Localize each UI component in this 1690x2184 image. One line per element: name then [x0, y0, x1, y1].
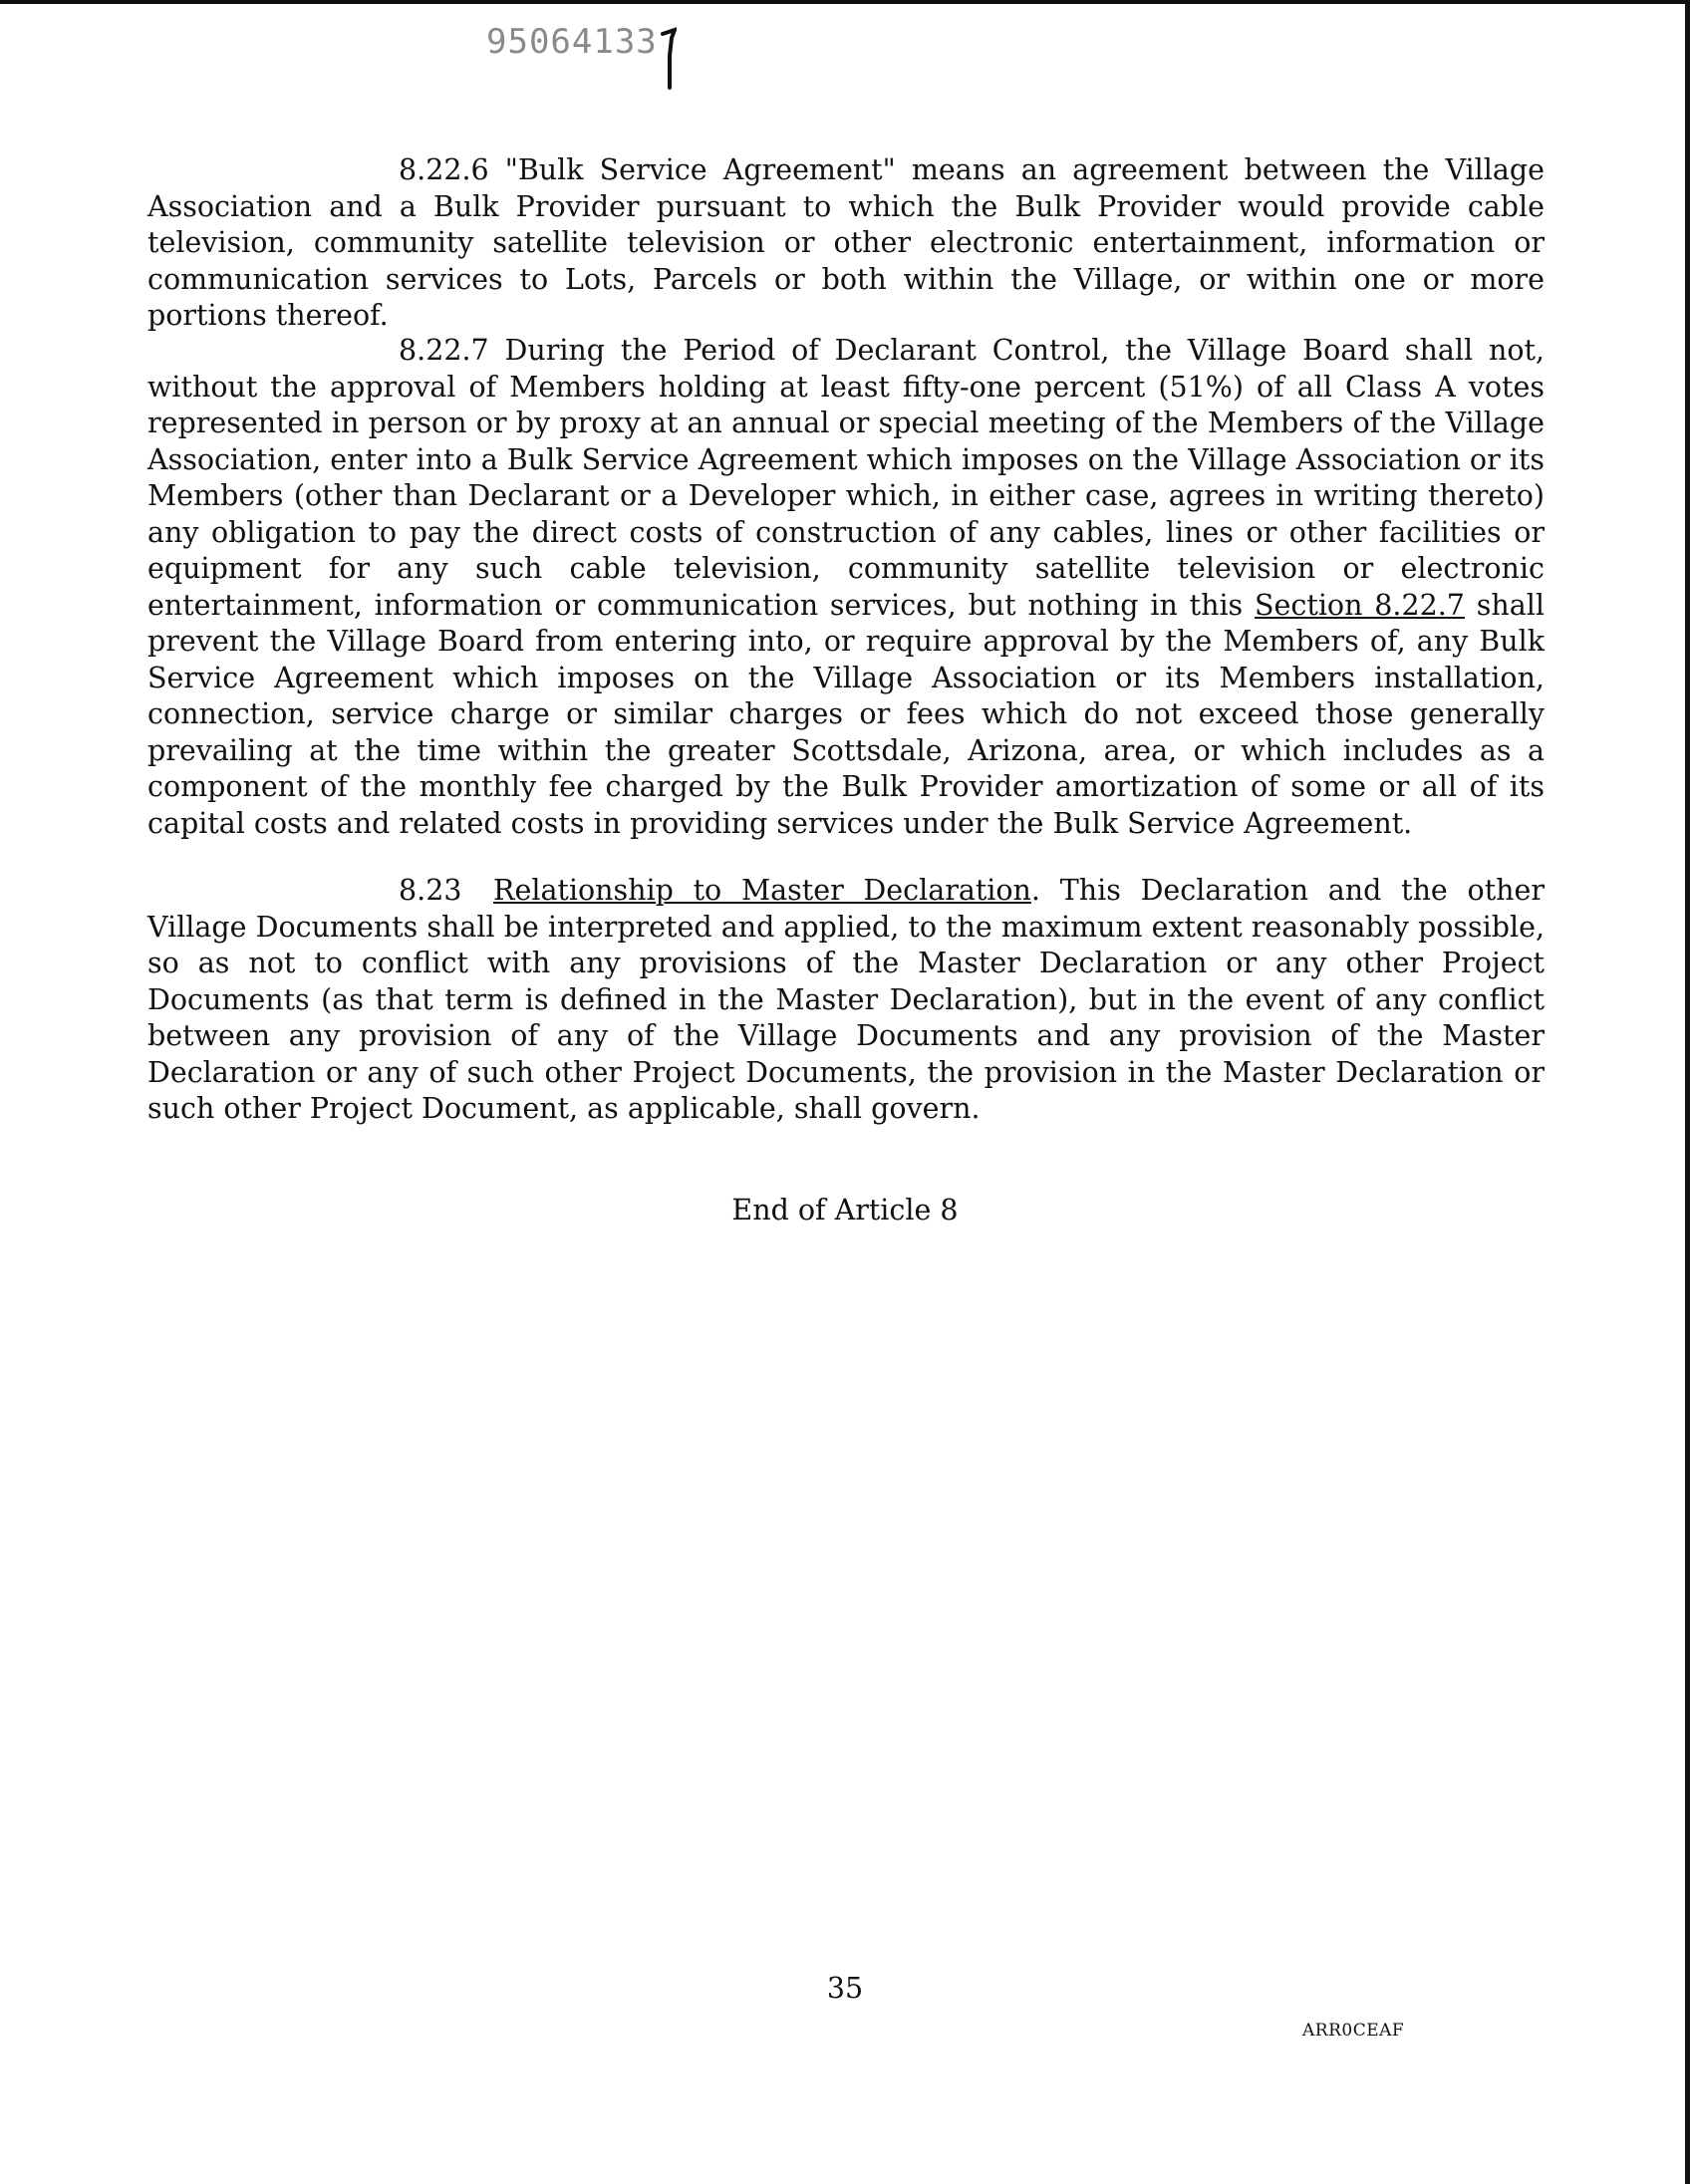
paragraph-text: . This Declaration and the other Village Documents shall be interpreted and applied, to the maximum extent reasonably possible, so as not to conflict with any provisions of the Master Declaration or any other Project Documents (as that term is defined in the Master Declaration), but in the event of any conflict between any provision of any of the Village Documents and any provision of the Master Declaration or any of such other Project Documents, the provision in the Master Declaration or such other Project Document, as applicable, shall govern. — [147, 874, 1545, 1125]
scan-edge-top — [0, 0, 1690, 4]
paragraph-text: 8.22.6 "Bulk Service Agreement" means an agreement between the Village Association and a Bulk Provider pursuant to which the Bulk Provider would provide cable television, community satellite television or other electronic entertainment, information or communication services to Lots, Parcels or both within the Village, or within one or more portions thereof. — [147, 153, 1545, 332]
paragraph-8-22-6 — [147, 152, 1545, 335]
footer-code: ARR0CEAF — [1302, 2021, 1405, 2041]
paragraph-text-end: shall prevent the Village Board from entering into, or require approval by the Members of, any Bulk Service Agreement which imposes on the Village Association or its Members installation, connection, service charge or similar charges or fees which do not exceed those generally prevailing at the time within the greater Scottsdale, Arizona, area, or which includes as a component of the monthly fee charged by the Bulk Provider amortization of some or all of its capital costs and related costs in providing services under the Bulk Service Agreement. — [147, 588, 1545, 840]
section-number: 8.23 — [399, 874, 462, 907]
paragraph-body — [147, 333, 1545, 842]
end-of-article: End of Article 8 — [731, 1194, 959, 1227]
paragraph-text-start: 8.22.7 During the Period of Declarant Control, the Village Board shall not, without the approval of Members holding at least fifty-one percent (51%) of all Class A votes represented in person or by proxy at an annual or special meeting of the Members of the Village Association, enter into a Bulk Service Agreement which imposes on the Village Association or its Members (other than Declarant or a Developer which, in either case, agrees in writing thereto) any obligation to pay the direct costs of construction of any cables, lines or other facilities or equipment for any such cable television, community satellite television or electronic entertainment, information or communication services, but nothing in this — [147, 334, 1545, 622]
paragraph-8-22-7 — [147, 333, 1545, 842]
paragraph-8-23 — [147, 873, 1545, 1128]
handwritten-mark — [661, 26, 677, 92]
paragraph-body — [147, 873, 1545, 1128]
section-reference-link: Section 8.22.7 — [1255, 588, 1465, 622]
document-number: 95064133 — [486, 22, 658, 62]
section-heading: Relationship to Master Declaration — [493, 874, 1031, 907]
page-number: 35 — [826, 1972, 864, 2005]
scan-edge-right — [1685, 0, 1690, 2184]
